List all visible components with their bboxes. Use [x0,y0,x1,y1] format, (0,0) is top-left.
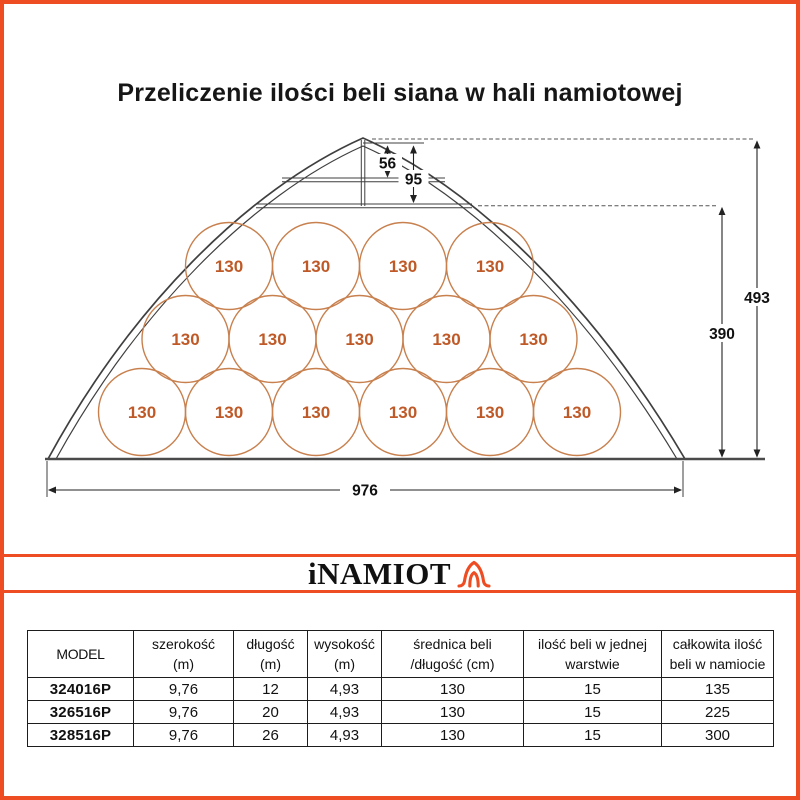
table-cell: 15 [524,701,662,724]
model-cell: 328516P [28,724,134,747]
brand-logo-text: iNAMIOT [308,556,451,591]
column-header-total-bales [662,631,774,678]
table-row [28,701,774,724]
spec-table [27,630,774,747]
bale-label: 130 [519,330,548,349]
header-line1: długość [246,635,295,652]
bale-label: 130 [258,330,287,349]
bale-diameter-labels [128,257,591,422]
table-cell: 300 [662,724,774,747]
table-cell: 130 [382,724,524,747]
table-cell: 15 [524,724,662,747]
table-cell: 20 [234,701,308,724]
header-line2: (m) [260,656,281,672]
dimension-95 [399,147,429,203]
table-cell: 15 [524,678,662,701]
column-header-width [134,631,234,678]
bale-label: 130 [432,330,461,349]
column-header-height [308,631,382,678]
table-cell: 4,93 [308,701,382,724]
page-title: Przeliczenie ilości beli siana w hali namiotowej [117,78,683,107]
dimension-976 [47,461,683,500]
dim-label-493: 493 [744,290,770,307]
brand-banner [0,554,800,593]
table-cell: 4,93 [308,724,382,747]
dimension-493 [736,142,778,457]
column-header-model: MODEL [28,631,134,678]
header-line2: warstwie [565,656,620,672]
table-cell: 12 [234,678,308,701]
bale-label: 130 [562,403,592,422]
table-cell: 4,93 [308,678,382,701]
table-row [28,724,774,747]
bale-label: 130 [301,403,331,422]
bale-label: 130 [475,403,505,422]
table-cell: 130 [382,678,524,701]
bale-label: 130 [345,330,374,349]
header-line1: całkowita ilość [672,635,763,652]
bale-label: 130 [388,403,418,422]
header-row [28,631,774,678]
table-cell: 135 [662,678,774,701]
header-line2: (m) [334,656,355,672]
column-header-bale-diameter [382,631,524,678]
dimension-390 [701,208,743,457]
table-cell: 9,76 [134,701,234,724]
bale-label: 130 [388,257,418,276]
dim-label-976: 976 [352,482,378,500]
model-cell: 326516P [28,701,134,724]
dimension-56 [373,147,402,177]
model-cell: 324016P [28,678,134,701]
bale-label: 130 [214,403,244,422]
bale-label: 130 [301,257,331,276]
bale-label: 130 [127,403,157,422]
column-header-length [234,631,308,678]
dim-label-390: 390 [709,326,735,343]
table-cell: 225 [662,701,774,724]
bale-label: 130 [214,257,244,276]
tent-logo-icon [456,558,492,589]
dim-label-56: 56 [378,155,397,173]
header-line2: beli w namiocie [669,656,766,672]
header-line1: szerokość [151,635,216,652]
table-cell: 9,76 [134,724,234,747]
column-header-bales-per-layer [524,631,662,678]
table-row [28,678,774,701]
header-line2: (m) [173,656,194,672]
table-cell: 26 [234,724,308,747]
table-cell: 9,76 [134,678,234,701]
header-line1: średnica beli [413,635,492,652]
dim-label-95: 95 [404,171,423,189]
table-cell: 130 [382,701,524,724]
header-line2: /długość (cm) [410,656,495,672]
roof-truss [256,140,472,208]
header-line1: ilość beli w jednej [538,635,647,652]
header-line1: wysokość [314,635,375,652]
bale-label: 130 [475,257,505,276]
bale-label: 130 [171,330,200,349]
